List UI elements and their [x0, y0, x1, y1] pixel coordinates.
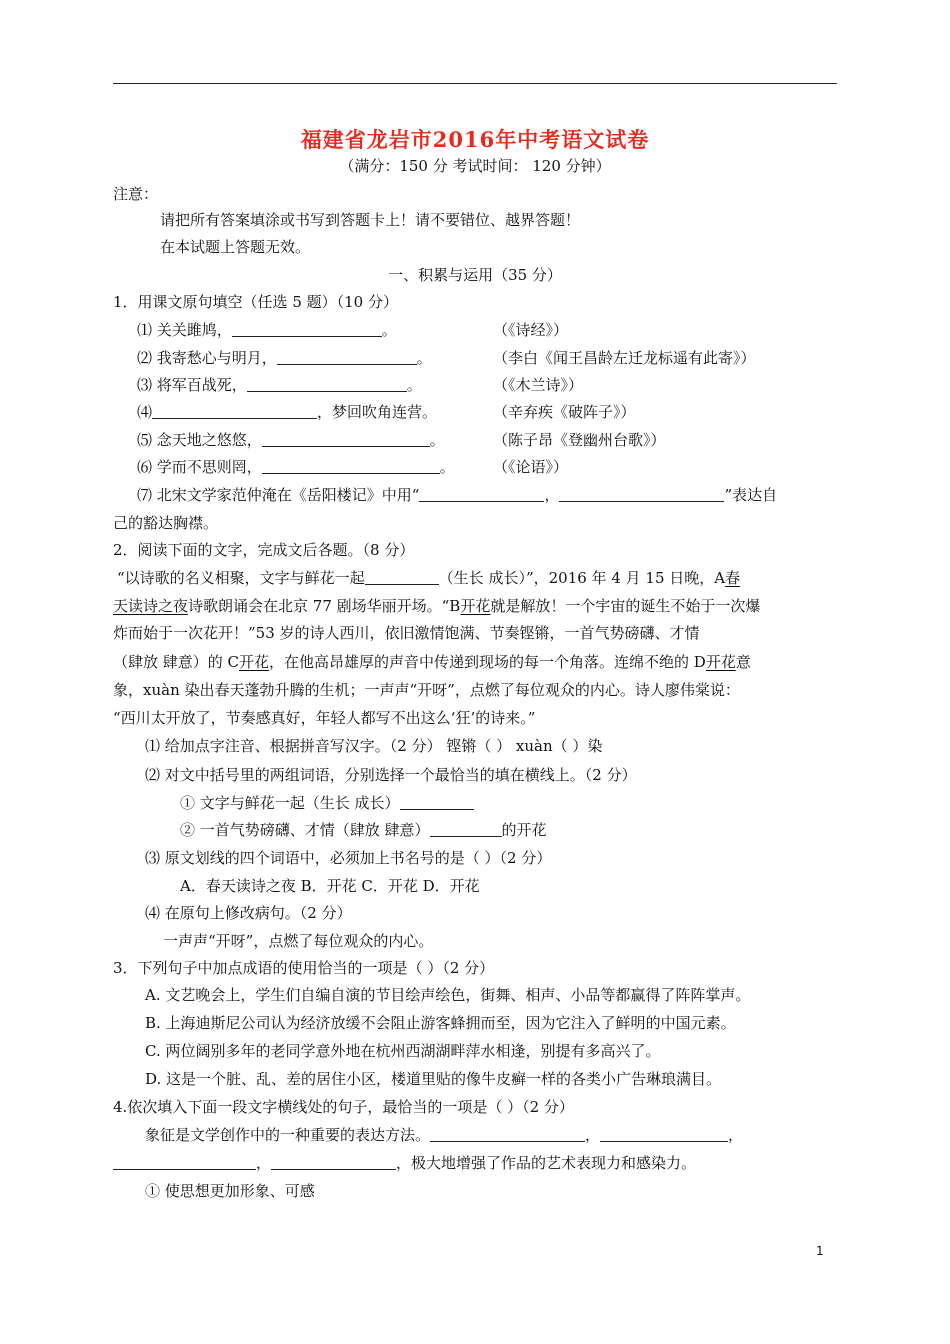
answer-blank[interactable]: [271, 1155, 396, 1170]
q1-source-2: （李白《闻王昌龄左迁龙标遥有此寄》）: [493, 349, 756, 367]
q1-source-5: （陈子昂《登幽州台歌》）: [493, 431, 666, 449]
q4-option-1: ① 使思想更加形象、可感: [145, 1182, 315, 1200]
page-number: 1: [816, 1244, 824, 1258]
answer-blank[interactable]: [559, 487, 724, 502]
exam-subtitle: （满分：150 分 考试时间： 120 分钟）: [339, 157, 611, 175]
q2-passage-line-2: 天读诗之夜诗歌朗诵会在北京 77 剧场华丽开场。“B开花就是解放！一个宇宙的诞生不始于一次爆: [113, 597, 761, 615]
q2-sub-4-sentence: 一声声“开呀”，点燃了每位观众的内心。: [163, 932, 434, 950]
answer-blank[interactable]: [262, 432, 430, 447]
answer-blank[interactable]: [247, 377, 407, 392]
q4-passage-line-1: 象征是文学创作中的一种重要的表达方法。 ， ，: [145, 1126, 744, 1144]
answer-blank[interactable]: [262, 459, 440, 474]
q3-stem: 3．下列句子中加点成语的使用恰当的一项是（ ）（2 分）: [113, 959, 495, 977]
q3-option-a: A. 文艺晚会上，学生们自编自演的节目绘声绘色，街舞、相声、小品等都赢得了阵阵掌声。: [145, 986, 751, 1004]
q1-item-6: ⑹ 学而不思则罔， 。: [137, 458, 455, 476]
section-heading: 一、积累与运用（35 分）: [388, 266, 562, 284]
notice-label: 注意：: [113, 185, 159, 203]
q2-sub-4: ⑷ 在原句上修改病句。（2 分）: [145, 904, 352, 922]
answer-blank[interactable]: [152, 404, 317, 419]
q1-item-1: ⑴ 关关雎鸠， 。: [137, 321, 397, 339]
q2-sub-3-options: A．春天读诗之夜 B．开花 C．开花 D．开花: [180, 877, 480, 895]
q2-sub-2a: ① 文字与鲜花一起（生长 成长）: [180, 793, 474, 813]
answer-blank[interactable]: [430, 1127, 585, 1142]
q1-item-7-cont: 己的豁达胸襟。: [113, 514, 219, 532]
q2-sub-2: ⑵ 对文中括号里的两组词语，分别选择一个最恰当的填在横线上。（2 分）: [145, 766, 637, 784]
answer-blank[interactable]: [277, 350, 417, 365]
q1-item-5: ⑸ 念天地之悠悠， 。: [137, 431, 445, 449]
q2-sub-2b: ② 一首气势磅礴、才情（肆放 肆意） 的开花: [180, 821, 547, 839]
notice-line-1: 请把所有答案填涂或书写到答题卡上！请不要错位、越界答题！: [160, 211, 581, 229]
q2-sub-1: ⑴ 给加点字注音、根据拼音写汉字。（2 分） 铿锵（ ） xuàn（ ）染: [145, 737, 603, 755]
exam-title: 福建省龙岩市2016年中考语文试卷: [300, 127, 650, 152]
q1-source-1: （《诗经》）: [493, 321, 569, 339]
q4-stem: 4.依次填入下面一段文字横线处的句子，最恰当的一项是（ ）（2 分）: [113, 1098, 574, 1116]
q1-item-2: ⑵ 我寄愁心与明月， 。: [137, 349, 432, 367]
q1-item-7: ⑺ 北宋文学家范仲淹在《岳阳楼记》中用“ ， ”表达自: [137, 486, 778, 504]
q3-option-d: D. 这是一个脏、乱、差的居住小区，楼道里贴的像牛皮癣一样的各类小广告琳琅满目。: [145, 1070, 722, 1088]
answer-blank[interactable]: [600, 1127, 728, 1142]
q1-item-4: ⑷ ，梦回吹角连营。: [137, 403, 438, 421]
q1-source-6: （《论语》）: [493, 458, 569, 476]
notice-line-2: 在本试题上答题无效。: [160, 238, 311, 256]
answer-blank[interactable]: [430, 822, 502, 837]
answer-blank[interactable]: [365, 570, 439, 585]
q2-stem: 2．阅读下面的文字，完成文后各题。（8 分）: [113, 541, 415, 559]
q4-passage-line-2: ， ，极大地增强了作品的艺术表现力和感染力。: [113, 1153, 696, 1173]
q2-passage-line-3: 炸而始于一次花开！”53 岁的诗人西川，依旧激情饱满、节奏铿锵，一首气势磅礴、才情: [113, 624, 700, 642]
answer-blank[interactable]: [419, 487, 544, 502]
q2-passage-line-6: “西川太开放了，节奏感真好，年轻人都写不出这么‘狂’的诗来。”: [113, 709, 536, 727]
q3-option-b: B. 上海迪斯尼公司认为经济放缓不会阻止游客蜂拥而至，因为它注入了鲜明的中国元素。: [145, 1014, 736, 1032]
answer-blank[interactable]: [400, 795, 474, 810]
q2-sub-3: ⑶ 原文划线的四个词语中，必须加上书名号的是（ ）（2 分）: [145, 849, 552, 867]
answer-blank[interactable]: [113, 1155, 256, 1170]
q1-source-4: （辛弃疾《破阵子》）: [493, 403, 636, 421]
q1-stem: 1．用课文原句填空（任选 5 题）（10 分）: [113, 293, 398, 311]
answer-blank[interactable]: [232, 322, 382, 337]
q2-passage-line-5: 象，xuàn 染出春天蓬勃升腾的生机；一声声“开呀”，点燃了每位观众的内心。诗人廖伟棠说：: [113, 681, 740, 699]
q1-item-3: ⑶ 将军百战死， 。: [137, 376, 422, 394]
q3-option-c: C. 两位阔别多年的老同学意外地在杭州西湖湖畔萍水相逢，别提有多高兴了。: [145, 1042, 661, 1060]
q1-source-3: （《木兰诗》）: [493, 376, 584, 394]
q2-passage-line-1: “以诗歌的名义相聚，文字与鲜花一起 （生长 成长）”，2016 年 4 月 15 日晚，A春: [117, 569, 741, 587]
header-rule: [113, 83, 837, 84]
q2-passage-line-4: （肆放 肆意）的 C开花，在他高昂雄厚的声音中传递到现场的每一个角落。连绵不绝的 D开花意: [113, 653, 751, 671]
